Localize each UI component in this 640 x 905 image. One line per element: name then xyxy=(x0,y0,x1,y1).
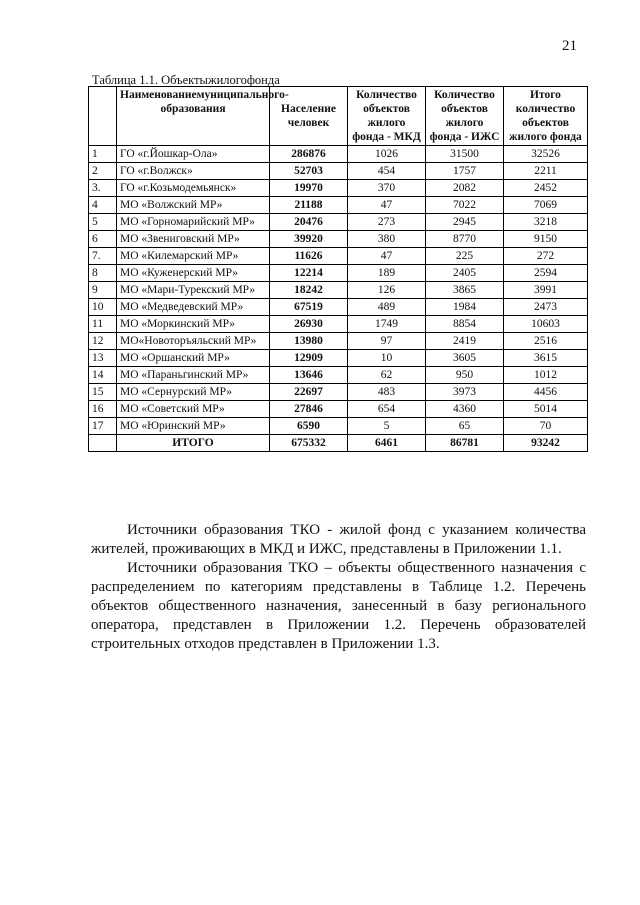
row-mkd: 370 xyxy=(348,180,426,197)
row-izhs: 65 xyxy=(426,418,504,435)
row-mkd: 1749 xyxy=(348,316,426,333)
row-total: 32526 xyxy=(504,146,588,163)
row-number: 9 xyxy=(89,282,117,299)
row-municipality: МО «Медведевский МР» xyxy=(117,299,270,316)
row-number: 4 xyxy=(89,197,117,214)
table-row xyxy=(89,248,588,265)
row-mkd: 654 xyxy=(348,401,426,418)
paragraph-public-sources: Источники образования ТКО – объекты общественного назначения с распределением по категориям представлены в Таблице 1.2. Перечень объектов общественного назначения, занесенный в базу регионального оператора, представлен в Приложении 1.2. Перечень образователей строительных отходов представлен в Приложении 1.3. xyxy=(91,560,586,652)
row-total: 2594 xyxy=(504,265,588,282)
table-row xyxy=(89,384,588,401)
row-number: 17 xyxy=(89,418,117,435)
row-mkd: 273 xyxy=(348,214,426,231)
table-header-row xyxy=(89,87,588,146)
row-mkd: 47 xyxy=(348,197,426,214)
row-total: 2516 xyxy=(504,333,588,350)
row-mkd: 189 xyxy=(348,265,426,282)
table-row xyxy=(89,299,588,316)
row-number: 16 xyxy=(89,401,117,418)
paragraph-residential-sources: Источники образования ТКО - жилой фонд с указанием количества жителей, проживающих в МКД и ИЖС, представлены в Приложении 1.1. xyxy=(91,522,586,557)
row-municipality: МО«Новоторъяльский МР» xyxy=(117,333,270,350)
row-mkd: 483 xyxy=(348,384,426,401)
row-municipality: ГО «г.Волжск» xyxy=(117,163,270,180)
table-row xyxy=(89,180,588,197)
table-row xyxy=(89,231,588,248)
row-total: 9150 xyxy=(504,231,588,248)
row-municipality: МО «Килемарский МР» xyxy=(117,248,270,265)
total-empty-cell xyxy=(89,435,117,452)
row-municipality: МО «Звениговский МР» xyxy=(117,231,270,248)
table-row xyxy=(89,401,588,418)
row-total: 2211 xyxy=(504,163,588,180)
row-izhs: 2082 xyxy=(426,180,504,197)
row-izhs: 8854 xyxy=(426,316,504,333)
row-izhs: 3605 xyxy=(426,350,504,367)
row-izhs: 1984 xyxy=(426,299,504,316)
row-total: 70 xyxy=(504,418,588,435)
total-row xyxy=(89,435,588,452)
row-izhs: 3865 xyxy=(426,282,504,299)
row-municipality: ГО «г.Козьмодемьянск» xyxy=(117,180,270,197)
total-population: 675332 xyxy=(270,435,348,452)
row-number: 5 xyxy=(89,214,117,231)
row-number: 14 xyxy=(89,367,117,384)
row-mkd: 454 xyxy=(348,163,426,180)
row-population: 67519 xyxy=(270,299,348,316)
row-izhs: 2945 xyxy=(426,214,504,231)
row-total: 7069 xyxy=(504,197,588,214)
row-mkd: 380 xyxy=(348,231,426,248)
row-number: 3. xyxy=(89,180,117,197)
row-population: 26930 xyxy=(270,316,348,333)
header-number xyxy=(89,87,117,146)
row-number: 10 xyxy=(89,299,117,316)
table-row xyxy=(89,146,588,163)
row-number: 12 xyxy=(89,333,117,350)
total-mkd: 6461 xyxy=(348,435,426,452)
row-population: 12214 xyxy=(270,265,348,282)
table-row xyxy=(89,282,588,299)
total-label: ИТОГО xyxy=(117,435,270,452)
row-total: 5014 xyxy=(504,401,588,418)
row-population: 22697 xyxy=(270,384,348,401)
row-mkd: 10 xyxy=(348,350,426,367)
table-row xyxy=(89,265,588,282)
row-izhs: 225 xyxy=(426,248,504,265)
row-number: 15 xyxy=(89,384,117,401)
table-row xyxy=(89,333,588,350)
row-municipality: МО «Сернурский МР» xyxy=(117,384,270,401)
row-population: 13646 xyxy=(270,367,348,384)
header-mkd-count: Количество объектов жилого фонда - МКД xyxy=(348,87,426,146)
row-total: 3615 xyxy=(504,350,588,367)
row-population: 11626 xyxy=(270,248,348,265)
row-mkd: 489 xyxy=(348,299,426,316)
row-mkd: 5 xyxy=(348,418,426,435)
total-sum: 93242 xyxy=(504,435,588,452)
row-mkd: 1026 xyxy=(348,146,426,163)
row-population: 286876 xyxy=(270,146,348,163)
row-izhs: 7022 xyxy=(426,197,504,214)
table-row xyxy=(89,197,588,214)
row-number: 7. xyxy=(89,248,117,265)
row-municipality: МО «Параньгинский МР» xyxy=(117,367,270,384)
table-caption: Таблица 1.1. Объектыжилогофонда xyxy=(92,73,280,87)
row-number: 13 xyxy=(89,350,117,367)
row-population: 19970 xyxy=(270,180,348,197)
row-izhs: 950 xyxy=(426,367,504,384)
row-mkd: 97 xyxy=(348,333,426,350)
row-izhs: 31500 xyxy=(426,146,504,163)
row-izhs: 4360 xyxy=(426,401,504,418)
row-total: 2452 xyxy=(504,180,588,197)
table-row xyxy=(89,367,588,384)
row-total: 3991 xyxy=(504,282,588,299)
row-population: 21188 xyxy=(270,197,348,214)
row-number: 6 xyxy=(89,231,117,248)
row-number: 2 xyxy=(89,163,117,180)
row-population: 52703 xyxy=(270,163,348,180)
row-municipality: МО «Моркинский МР» xyxy=(117,316,270,333)
table-body xyxy=(89,146,588,435)
row-izhs: 2419 xyxy=(426,333,504,350)
header-izhs-count: Количество объектов жилого фонда - ИЖС xyxy=(426,87,504,146)
row-mkd: 62 xyxy=(348,367,426,384)
row-population: 20476 xyxy=(270,214,348,231)
row-izhs: 2405 xyxy=(426,265,504,282)
table-row xyxy=(89,350,588,367)
row-municipality: МО «Куженерский МР» xyxy=(117,265,270,282)
table-row xyxy=(89,163,588,180)
row-number: 8 xyxy=(89,265,117,282)
header-municipality: Наименованиемуниципальногообразования xyxy=(117,87,270,146)
row-izhs: 3973 xyxy=(426,384,504,401)
header-total-count: Итого количество объектов жилого фонда xyxy=(504,87,588,146)
row-municipality: МО «Оршанский МР» xyxy=(117,350,270,367)
housing-fund-table xyxy=(88,86,588,452)
row-municipality: МО «Мари-Турекский МР» xyxy=(117,282,270,299)
row-total: 2473 xyxy=(504,299,588,316)
row-municipality: ГО «г.Йошкар-Ола» xyxy=(117,146,270,163)
row-mkd: 126 xyxy=(348,282,426,299)
row-total: 272 xyxy=(504,248,588,265)
row-population: 18242 xyxy=(270,282,348,299)
page-number: 21 xyxy=(562,38,577,54)
row-izhs: 1757 xyxy=(426,163,504,180)
row-municipality: МО «Волжский МР» xyxy=(117,197,270,214)
row-number: 1 xyxy=(89,146,117,163)
row-izhs: 8770 xyxy=(426,231,504,248)
table-row xyxy=(89,214,588,231)
header-population: Население человек xyxy=(270,87,348,146)
row-population: 13980 xyxy=(270,333,348,350)
row-total: 10603 xyxy=(504,316,588,333)
row-population: 12909 xyxy=(270,350,348,367)
row-mkd: 47 xyxy=(348,248,426,265)
total-izhs: 86781 xyxy=(426,435,504,452)
row-population: 6590 xyxy=(270,418,348,435)
row-municipality: МО «Советский МР» xyxy=(117,401,270,418)
table-row xyxy=(89,316,588,333)
row-total: 4456 xyxy=(504,384,588,401)
row-population: 27846 xyxy=(270,401,348,418)
table-row xyxy=(89,418,588,435)
row-population: 39920 xyxy=(270,231,348,248)
row-total: 3218 xyxy=(504,214,588,231)
row-municipality: МО «Горномарийский МР» xyxy=(117,214,270,231)
row-number: 11 xyxy=(89,316,117,333)
row-total: 1012 xyxy=(504,367,588,384)
body-text xyxy=(91,521,586,654)
row-municipality: МО «Юринский МР» xyxy=(117,418,270,435)
